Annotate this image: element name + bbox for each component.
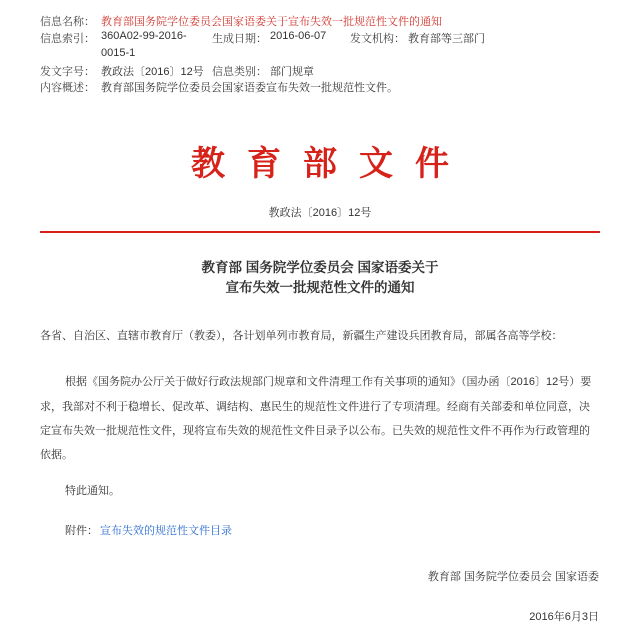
category-value: 部门规章 bbox=[270, 66, 314, 78]
attachment-label: 附件： bbox=[65, 525, 98, 537]
org-label: 发文机构： bbox=[350, 33, 405, 45]
docno-label: 发文字号： bbox=[40, 66, 95, 78]
docno-value: 教政法〔2016〕12号 bbox=[101, 66, 204, 78]
name-label: 信息名称： bbox=[40, 16, 95, 28]
signature-issuers: 教育部 国务院学位委员会 国家语委 bbox=[427, 571, 599, 583]
index-label: 信息索引： bbox=[40, 33, 95, 45]
notice-heading-line2: 宣布失效一批规范性文件的通知 bbox=[225, 280, 415, 295]
date-value: 2016-06-07 bbox=[270, 30, 327, 42]
name-value: 教育部国务院学位委员会国家语委关于宣布失效一批规范性文件的通知 bbox=[101, 16, 442, 28]
paragraph-line: 依据。 bbox=[40, 449, 73, 461]
index-value-cont: 0015-1 bbox=[101, 47, 136, 59]
signature-date: 2016年6月3日 bbox=[529, 611, 599, 623]
salutation: 各省、自治区、直辖市教育厅（教委），各计划单列市教育局，新疆生产建设兵团教育局，部属各高等学校： bbox=[40, 330, 563, 342]
index-value: 360A02-99-2016- bbox=[101, 30, 187, 42]
notice-heading-line1: 教育部 国务院学位委员会 国家语委关于 bbox=[201, 260, 439, 275]
attachment-link[interactable]: 宣布失效的规范性文件目录 bbox=[100, 525, 232, 537]
summary-value: 教育部国务院学位委员会国家语委宣布失效一批规范性文件。 bbox=[101, 82, 398, 94]
summary-label: 内容概述： bbox=[40, 82, 95, 94]
document-number: 教政法〔2016〕12号 bbox=[268, 207, 372, 219]
document-title: 教育部文件 bbox=[191, 144, 471, 184]
paragraph-line: 定宣布失效一批规范性文件，现将宣布失效的规范性文件目录予以公布。已失效的规范性文件不再作为行政管理的 bbox=[40, 425, 590, 437]
org-value: 教育部等三部门 bbox=[408, 33, 485, 45]
date-label: 生成日期： bbox=[212, 33, 267, 45]
category-label: 信息类别： bbox=[212, 66, 267, 78]
closing: 特此通知。 bbox=[65, 485, 120, 497]
paragraph-line: 求，我部对不利于稳增长、促改革、调结构、惠民生的规范性文件进行了专项清理。经商有关部委和单位同意，决 bbox=[40, 401, 590, 413]
red-divider bbox=[40, 231, 600, 233]
paragraph-line: 根据《国务院办公厅关于做好行政法规部门规章和文件清理工作有关事项的通知》（国办函〔2016〕12号）要 bbox=[65, 376, 592, 388]
